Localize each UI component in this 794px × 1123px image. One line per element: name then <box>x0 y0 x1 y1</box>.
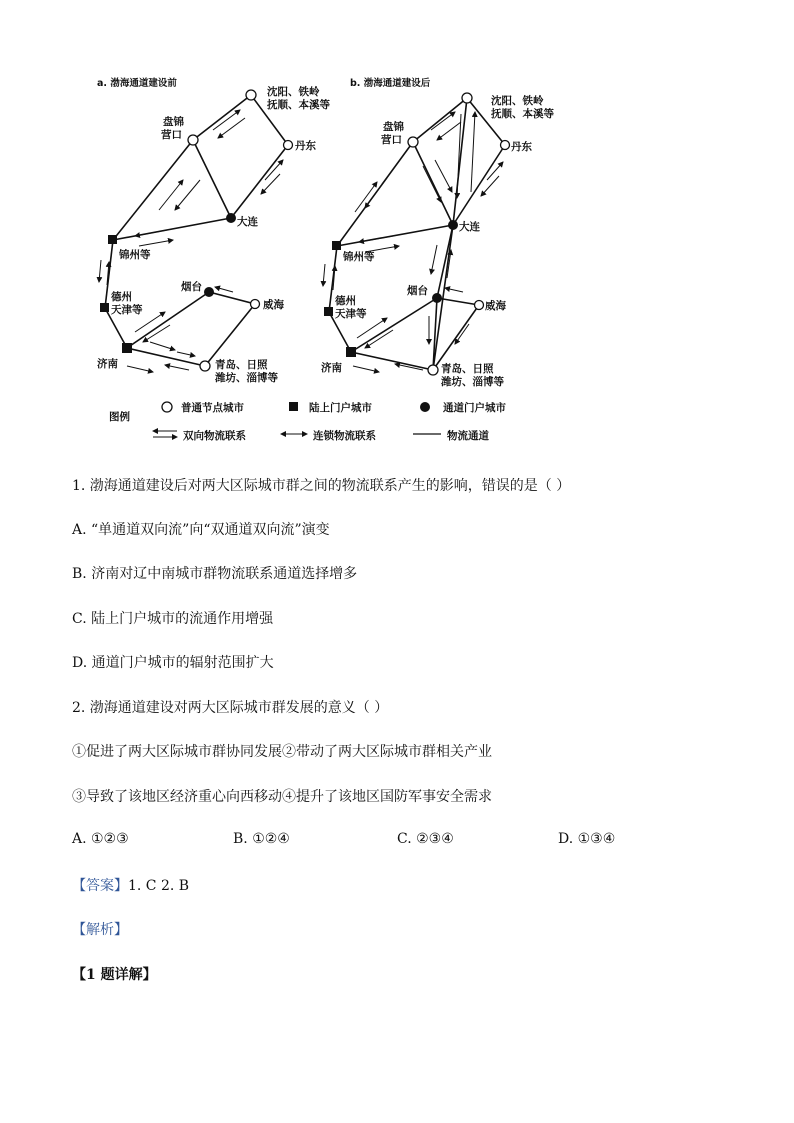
question-1-stem: 1. 渤海通道建设后对两大区际城市群之间的物流联系产生的影响，错误的是（ ） <box>72 478 571 494</box>
label-b-yantai: 烟台 <box>407 285 428 297</box>
label-b-qingdao: 青岛、日照潍坊、淄博等 <box>441 363 504 388</box>
legend-normal-node: 普通节点城市 <box>181 402 244 414</box>
answer-label: 【答案】 <box>72 878 128 894</box>
legend-channel-gateway: 通道门户城市 <box>443 402 506 414</box>
label-b-jinan: 济南 <box>321 362 342 374</box>
legend-channel: 物流通道 <box>447 430 489 442</box>
detail-line <box>72 965 157 985</box>
label-a-dalian: 大连 <box>237 216 258 228</box>
question-2-statements-1-2: ①促进了两大区际城市群协同发展②带动了两大区际城市群相关产业 <box>72 744 492 760</box>
question-2-option-a: A. ①②③ <box>72 831 129 847</box>
analysis-line <box>72 920 128 940</box>
question-1-option-d: D. 通道门户城市的辐射范围扩大 <box>72 655 274 671</box>
label-a-panjin: 盘锦营口 <box>161 116 184 141</box>
label-a-dandong: 丹东 <box>295 140 316 152</box>
panel-b-title: b. 渤海通道建设后 <box>350 78 431 89</box>
question-1-option-a: A. “单通道双向流”向“双通道双向流”演变 <box>72 522 330 538</box>
question-2-option-c: C. ②③④ <box>397 831 454 847</box>
label-a-jinan: 济南 <box>97 358 118 370</box>
label-a-qingdao: 青岛、日照潍坊、淄博等 <box>215 359 278 384</box>
legend-title: 图例 <box>109 411 130 423</box>
label-b-dandong: 丹东 <box>511 141 532 153</box>
legend <box>109 401 506 442</box>
legend-two-way: 双向物流联系 <box>183 430 246 442</box>
legend-land-gateway: 陆上门户城市 <box>309 402 372 414</box>
answer-text: 1. C 2. B <box>128 878 190 894</box>
label-a-yantai: 烟台 <box>181 281 202 293</box>
answer-line <box>72 876 189 896</box>
panel-a <box>97 77 330 384</box>
analysis-label: 【解析】 <box>72 922 128 938</box>
legend-chain: 连锁物流联系 <box>313 430 376 442</box>
label-b-jinzhou: 锦州等 <box>343 251 375 263</box>
label-a-dezhou: 德州天津等 <box>111 291 143 316</box>
question-1-option-b: B. 济南对辽中南城市群物流联系通道选择增多 <box>72 566 358 582</box>
question-2-options <box>72 831 712 851</box>
question-2-option-b: B. ①②④ <box>233 831 290 847</box>
question-1-option-c: C. 陆上门户城市的流通作用增强 <box>72 611 274 627</box>
label-b-dezhou: 德州天津等 <box>335 295 367 320</box>
panel-a-title: a. 渤海通道建设前 <box>97 78 177 89</box>
question-2-stem: 2. 渤海通道建设对两大区际城市群发展的意义（ ） <box>72 700 389 716</box>
bohai-channel-diagram <box>95 70 554 450</box>
detail-label: 【1 题详解】 <box>72 967 157 983</box>
panel-b <box>321 77 554 388</box>
label-a-shenyang: 沈阳、铁岭抚顺、本溪等 <box>267 86 330 111</box>
label-a-weihai: 威海 <box>263 299 284 311</box>
logistics-map-figure <box>95 70 554 450</box>
label-b-shenyang: 沈阳、铁岭抚顺、本溪等 <box>491 95 554 120</box>
label-b-weihai: 威海 <box>485 300 506 312</box>
question-2-statements-3-4: ③导致了该地区经济重心向西移动④提升了该地区国防军事安全需求 <box>72 789 492 805</box>
label-b-dalian: 大连 <box>459 221 480 233</box>
question-2-option-d: D. ①③④ <box>558 831 616 847</box>
label-b-panjin: 盘锦营口 <box>381 121 404 146</box>
label-a-jinzhou: 锦州等 <box>119 249 151 261</box>
